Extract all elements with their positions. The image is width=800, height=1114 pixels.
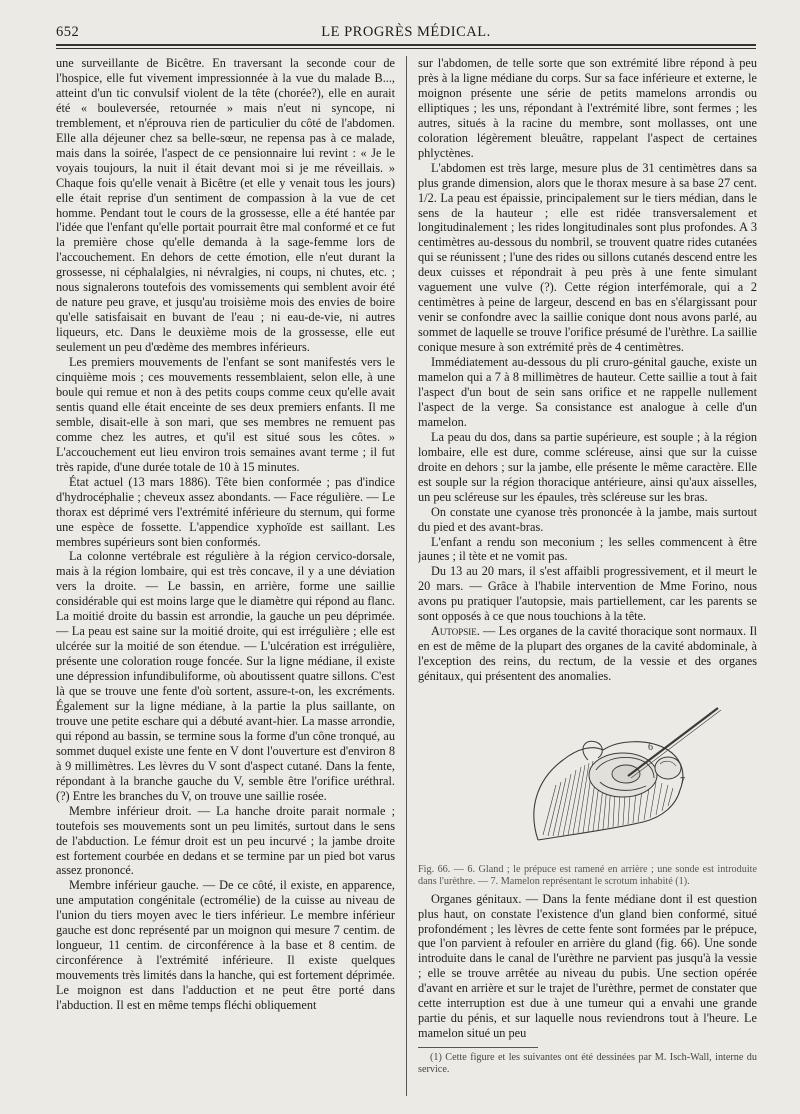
page-header — [56, 24, 756, 44]
autopsy-label: Autopsie. — [431, 624, 480, 639]
page-number: 652 — [56, 24, 80, 40]
header-rule — [56, 44, 756, 46]
footnote-rule — [418, 1047, 538, 1048]
paragraph: Immédiatement au-dessous du pli cruro-génital gauche, existe un mamelon qui a 7 à 8 millimètres de hauteur. Cette saillie a tout à fait l'aspect d'un bout de sein sans orifice et ne rappelle nullement l'aspect de la verge. Sa consistance est analogue à celle d'un mamelon. — [418, 355, 757, 429]
paragraph: On constate une cyanose très prononcée à la jambe, mais surtout du pied et des avant-bras. — [418, 504, 757, 534]
paragraph: L'abdomen est très large, mesure plus de 31 centimètres dans sa plus grande dimension, alors que le thorax mesure à sa base 27 cent. 1/2. La peau est épaissie, principalement sur le tiers médian, dans le sens de la hauteur ; elle est ridée transversalement et longitudinalement ; les rides longitudinales sont plus profondes. A 3 centimètres au-dessous du nombril, se trouvent quatre rides cutanées qui se réunissent ; l'une des rides ou sillons cutanés descend entre les deux cuisses et répondrait à peu près à une fente simulant vaguement une vulve (?). Cette région interfémorale, qui a 2 centimètres à peine de largeur, descend en bas en s'élargissant pour venir se confondre avec la saillie conique dont nous avons parlé, au sommet de laquelle se trouve l'orifice présumé de l'urèthre. La saillie conique mesure à son extrémité près de 4 centimètres. — [418, 160, 757, 355]
autopsy-paragraph — [418, 624, 757, 684]
paragraph: une surveillante de Bicêtre. En traversant la seconde cour de l'hospice, elle fut vivement impressionnée à la vue du malade B..., atteint d'un tic convulsif violent de la tête (chorée?), elle en aurait été « bouleversée, retournée » mais n'eut ni syncope, ni tremblement, et n'éprouva rien de particulier du côté de l'abdomen. Elle alla déjeuner chez sa belle-sœur, ne repensa pas à ce malade, mais dans la soirée, l'aspect de ce pensionnaire lui revint : « Je le voyais toujours, la nuit il était devant moi si je me réveillais. » Chaque fois qu'elle venait à Bicêtre (et elle y venait tous les jours) elle était reprise d'un sentiment de compassion à la vue de cet homme. Pendant tout le cours de la grossesse, elle a été hantée par l'idée que l'enfant qu'elle portait pourrait être mal conformé et ce fut la première chose qu'elle demanda à la sage-femme lors de l'accouchement. En dehors de cette émotion, elle n'eut durant la grossesse, ni céphalalgies, ni névralgies, ni coups, ni chutes, etc. ; nous signalerons toutefois des vomissements qui semblent avoir été de nature peu grave, et jusqu'au troisième mois des envies de boire qu'elle satisfaisait en buvant de l'eau ; ni eau-de-vie, ni autres liqueurs, etc. Dans le deuxième mois de la grossesse, elle eut seulement un peu d'œdème des membres inférieurs. — [56, 56, 395, 355]
paragraph: Membre inférieur gauche. — De ce côté, il existe, en apparence, une amputation congénitale (ectromélie) de la cuisse au niveau de l'union du tiers moyen avec le tiers inférieur. Le membre inférieur gauche est donc représenté par un moignon qui mesure 7 centim. de longueur, 11 centim. de circonférence à la base et 8 centim. de circonférence à l'extrémité inférieure. Il existe quelques mouvements très limités dans la hanche, qui est fortement déprimée. Le moignon est dans l'adduction et ne peut être porté dans l'abduction. Il est en même temps fléchi obliquement — [56, 878, 395, 1013]
figure-caption: Fig. 66. — 6. Gland ; le prépuce est ramené en arrière ; une sonde est introduite dans l'urèthre. — 7. Mamelon représentant le scrotum inhabité (1). — [418, 864, 757, 887]
figure-illustration — [418, 690, 757, 862]
footnote: (1) Cette figure et les suivantes ont été dessinées par M. Isch-Wall, interne du service. — [418, 1052, 757, 1076]
figure-label-7: 7 — [680, 776, 685, 788]
header-rule-thin — [56, 48, 756, 49]
paragraph: Les premiers mouvements de l'enfant se sont manifestés vers le cinquième mois ; ces mouvements ressemblaient, selon elle, à une boule qui remue et non à des petits coups comme ceux qu'elle avait sentis quand elle était enceinte de ses deux premiers enfants. Il me semble, disait-elle à son mari, que ses membres ne remuent pas comme chez les autres, et qu'il est situé sous les côtes. » L'accouchement eut lieu environ trois semaines avant terme ; il fut très rapide, d'une durée totale de 10 à 15 minutes. — [56, 355, 395, 474]
autopsy-text: — Les organes de la cavité thoracique sont normaux. Il en est de même de la plupart des organes de la cavité abdominale, à l'exception des reins, du rectum, de la vessie et des organes génitaux, qui présentent des anomalies. — [418, 624, 757, 684]
paragraph: La colonne vertébrale est régulière à la région cervico-dorsale, mais à la région lombaire, qui est très concave, il y a une déviation vers la droite. — Le bassin, en arrière, forme une saillie considérable qui est moins large que le diamètre qui répond au flanc. La moitié droite du bassin est arrondie, la gauche un peu déprimée. — La peau est saine sur la moitié droite, qui est irrégulière ; elle est ulcérée sur la moitié de son étendue. — L'ulcération est irrégulière, présente une coloration rouge foncée. Sur la ligne médiane, il existe une dépression infundibuliforme, où aboutissent quatre sillons. C'est là que se trouve une fente d'où sortent, assure-t-on, les excréments. Également sur la ligne médiane, à la partie la plus saillante, on trouve une petite eschare qui a débuté avant-hier. La masse arrondie, qui répond au bassin, se termine sous la forme d'un cône tronqué, au sommet duquel existe une fente en V dont l'ouverture est d'environ 8 à 9 millimètres. Les lèvres du V sont d'aspect cutané. Dans la fente, répondant à la branche gauche du V, semble être l'orifice uréthral. (?) Entre les branches du V, on trouve une saillie rosée. — [56, 549, 395, 803]
paragraph: L'enfant a rendu son meconium ; les selles commencent à être jaunes ; il tète et ne vomit pas. — [418, 534, 757, 564]
column-divider — [406, 56, 407, 1096]
paragraph: État actuel (13 mars 1886). Tête bien conformée ; pas d'indice d'hydrocéphalie ; cheveux assez abondants. — Face régulière. — Le thorax est déprimé vers l'extrémité inférieure du sternum, qui forme une espèce de fossette. L'appendice xyphoïde est saillant. Les membres supérieurs sont bien conformés. — [56, 474, 395, 549]
running-head: LE PROGRÈS MÉDICAL. — [321, 24, 491, 40]
left-column — [56, 56, 395, 1096]
paragraph: Membre inférieur droit. — La hanche droite parait normale ; toutefois ses mouvements sont un peu limités, surtout dans le sens de l'abduction. Le fémur droit est un peu incurvé ; la jambe droite est fortement courbée en dedans et se termine par un pied bot varus assez prononcé. — [56, 803, 395, 878]
paragraph: sur l'abdomen, de telle sorte que son extrémité libre répond à peu près à la ligne médiane du corps. Sur sa face inférieure et externe, le moignon présente une série de petits mamelons arrondis ou elliptiques ; les uns, répondant à l'extrémité libre, sont fermes ; les autres, situés à la racine du membre, sont mollasses, ont une coloration légèrement bleuâtre, rappelant l'aspect de certaines phlyctènes. — [418, 56, 757, 160]
right-column — [418, 56, 757, 1096]
paragraph: La peau du dos, dans sa partie supérieure, est souple ; à la région lombaire, elle est dure, comme scléreuse, ainsi que sur la cuisse droite en dehors ; sur la jambe, elle présente le même caractère. Elle est souple sur la région thoracique antérieure, ainsi qu'aux aisselles, un peu scléreuse sur les épaules, très scléreuse sur les bras. — [418, 429, 757, 504]
paragraph: Organes génitaux. — Dans la fente médiane dont il est question plus haut, on constate l'existence d'un gland bien conformé, situé profondément ; les lèvres de cette fente sont formées par le prépuce, que l'on parvient à refouler en arrière du gland (fig. 66). Une sonde introduite dans le canal de l'urèthre ne parvient pas jusqu'à la vessie ; elle se trouve arrêtée au niveau du pubis. Une section opérée d'avant en arrière et sur le trajet de l'urèthre, permet de constater que cette interruption est due à une tumeur qui a envahi une grande partie du pénis, et sur laquelle nous reviendrons tout à l'heure. Le mamelon situé un peu — [418, 891, 757, 1041]
figure-label-6: 6 — [648, 742, 653, 754]
figure-66 — [418, 690, 757, 862]
paragraph: Du 13 au 20 mars, il s'est affaibli progressivement, et il meurt le 20 mars. — Grâce à l'habile intervention de Mme Forino, nous avons pu pratiquer l'autopsie, mais partiellement, car les parents se sont opposés à ce que nous touchions à la tête. — [418, 564, 757, 624]
